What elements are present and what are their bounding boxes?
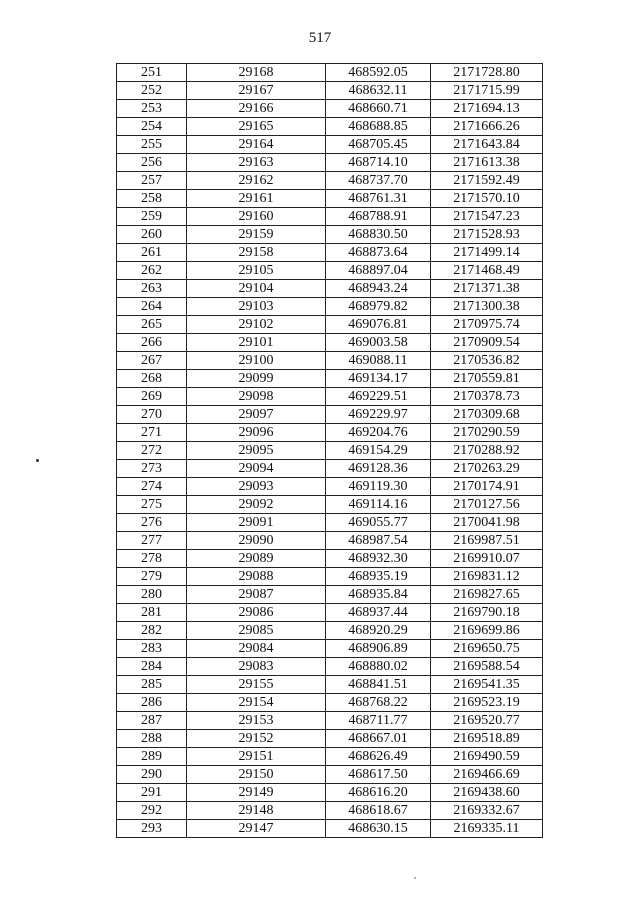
y-coordinate-cell: 2171715.99: [431, 82, 543, 100]
x-coordinate-cell: 469204.76: [326, 424, 431, 442]
point-number-cell: 261: [117, 244, 187, 262]
y-coordinate-cell: 2169332.67: [431, 802, 543, 820]
y-coordinate-cell: 2171547.23: [431, 208, 543, 226]
x-coordinate-cell: 469088.11: [326, 352, 431, 370]
point-number-cell: 267: [117, 352, 187, 370]
table-row: [117, 82, 543, 100]
y-coordinate-cell: 2169520.77: [431, 712, 543, 730]
point-id-cell: 29102: [187, 316, 326, 334]
point-number-cell: 287: [117, 712, 187, 730]
point-id-cell: 29090: [187, 532, 326, 550]
point-number-cell: 282: [117, 622, 187, 640]
point-number-cell: 271: [117, 424, 187, 442]
point-id-cell: 29163: [187, 154, 326, 172]
x-coordinate-cell: 468737.70: [326, 172, 431, 190]
point-id-cell: 29160: [187, 208, 326, 226]
point-number-cell: 266: [117, 334, 187, 352]
point-number-cell: 288: [117, 730, 187, 748]
point-id-cell: 29161: [187, 190, 326, 208]
x-coordinate-cell: 469128.36: [326, 460, 431, 478]
y-coordinate-cell: 2171528.93: [431, 226, 543, 244]
point-number-cell: 286: [117, 694, 187, 712]
table-row: [117, 226, 543, 244]
x-coordinate-cell: 468937.44: [326, 604, 431, 622]
point-id-cell: 29093: [187, 478, 326, 496]
table-row: [117, 244, 543, 262]
point-number-cell: 290: [117, 766, 187, 784]
table-row: [117, 316, 543, 334]
point-id-cell: 29164: [187, 136, 326, 154]
table-row: [117, 532, 543, 550]
y-coordinate-cell: 2171499.14: [431, 244, 543, 262]
table-row: [117, 298, 543, 316]
x-coordinate-cell: 468979.82: [326, 298, 431, 316]
x-coordinate-cell: 469229.97: [326, 406, 431, 424]
point-id-cell: 29148: [187, 802, 326, 820]
table-row: [117, 676, 543, 694]
y-coordinate-cell: 2169831.12: [431, 568, 543, 586]
point-number-cell: 293: [117, 820, 187, 838]
point-id-cell: 29147: [187, 820, 326, 838]
x-coordinate-cell: 469076.81: [326, 316, 431, 334]
x-coordinate-cell: 468830.50: [326, 226, 431, 244]
point-id-cell: 29085: [187, 622, 326, 640]
point-number-cell: 276: [117, 514, 187, 532]
x-coordinate-cell: 468906.89: [326, 640, 431, 658]
table-row: [117, 622, 543, 640]
point-id-cell: 29101: [187, 334, 326, 352]
y-coordinate-cell: 2170174.91: [431, 478, 543, 496]
x-coordinate-cell: 468705.45: [326, 136, 431, 154]
point-id-cell: 29152: [187, 730, 326, 748]
table-row: [117, 262, 543, 280]
point-id-cell: 29086: [187, 604, 326, 622]
point-number-cell: 256: [117, 154, 187, 172]
x-coordinate-cell: 469134.17: [326, 370, 431, 388]
table-row: [117, 190, 543, 208]
point-id-cell: 29159: [187, 226, 326, 244]
y-coordinate-cell: 2169438.60: [431, 784, 543, 802]
table-row: [117, 370, 543, 388]
x-coordinate-cell: 468841.51: [326, 676, 431, 694]
point-id-cell: 29083: [187, 658, 326, 676]
x-coordinate-cell: 469003.58: [326, 334, 431, 352]
point-id-cell: 29091: [187, 514, 326, 532]
table-row: [117, 442, 543, 460]
point-number-cell: 269: [117, 388, 187, 406]
point-number-cell: 289: [117, 748, 187, 766]
x-coordinate-cell: 468932.30: [326, 550, 431, 568]
y-coordinate-cell: 2171694.13: [431, 100, 543, 118]
x-coordinate-cell: 469119.30: [326, 478, 431, 496]
x-coordinate-cell: 468711.77: [326, 712, 431, 730]
y-coordinate-cell: 2169910.07: [431, 550, 543, 568]
stray-mark: [414, 877, 416, 879]
x-coordinate-cell: 468660.71: [326, 100, 431, 118]
table-row: [117, 136, 543, 154]
x-coordinate-cell: 468788.91: [326, 208, 431, 226]
point-number-cell: 264: [117, 298, 187, 316]
table-row: [117, 334, 543, 352]
table-row: [117, 478, 543, 496]
point-number-cell: 258: [117, 190, 187, 208]
y-coordinate-cell: 2171570.10: [431, 190, 543, 208]
table-row: [117, 820, 543, 838]
point-number-cell: 260: [117, 226, 187, 244]
point-id-cell: 29095: [187, 442, 326, 460]
point-number-cell: 255: [117, 136, 187, 154]
point-id-cell: 29104: [187, 280, 326, 298]
point-id-cell: 29099: [187, 370, 326, 388]
point-id-cell: 29084: [187, 640, 326, 658]
point-id-cell: 29089: [187, 550, 326, 568]
point-id-cell: 29155: [187, 676, 326, 694]
table-row: [117, 766, 543, 784]
point-number-cell: 274: [117, 478, 187, 496]
point-number-cell: 254: [117, 118, 187, 136]
x-coordinate-cell: 468935.84: [326, 586, 431, 604]
point-number-cell: 257: [117, 172, 187, 190]
y-coordinate-cell: 2169523.19: [431, 694, 543, 712]
table-row: [117, 172, 543, 190]
y-coordinate-cell: 2171666.26: [431, 118, 543, 136]
table-row: [117, 568, 543, 586]
y-coordinate-cell: 2171643.84: [431, 136, 543, 154]
point-id-cell: 29158: [187, 244, 326, 262]
point-number-cell: 270: [117, 406, 187, 424]
point-id-cell: 29096: [187, 424, 326, 442]
x-coordinate-cell: 469114.16: [326, 496, 431, 514]
point-id-cell: 29165: [187, 118, 326, 136]
point-id-cell: 29151: [187, 748, 326, 766]
point-id-cell: 29098: [187, 388, 326, 406]
point-number-cell: 262: [117, 262, 187, 280]
y-coordinate-cell: 2170041.98: [431, 514, 543, 532]
table-row: [117, 154, 543, 172]
x-coordinate-cell: 468630.15: [326, 820, 431, 838]
y-coordinate-cell: 2171468.49: [431, 262, 543, 280]
table-row: [117, 100, 543, 118]
table-row: [117, 406, 543, 424]
y-coordinate-cell: 2169490.59: [431, 748, 543, 766]
point-id-cell: 29092: [187, 496, 326, 514]
point-id-cell: 29167: [187, 82, 326, 100]
x-coordinate-cell: 469055.77: [326, 514, 431, 532]
x-coordinate-cell: 468943.24: [326, 280, 431, 298]
y-coordinate-cell: 2170536.82: [431, 352, 543, 370]
point-id-cell: 29103: [187, 298, 326, 316]
y-coordinate-cell: 2170378.73: [431, 388, 543, 406]
point-number-cell: 279: [117, 568, 187, 586]
point-id-cell: 29162: [187, 172, 326, 190]
y-coordinate-cell: 2170309.68: [431, 406, 543, 424]
table-row: [117, 280, 543, 298]
point-number-cell: 259: [117, 208, 187, 226]
table-row: [117, 694, 543, 712]
y-coordinate-cell: 2169987.51: [431, 532, 543, 550]
table-row: [117, 730, 543, 748]
table-row: [117, 784, 543, 802]
point-id-cell: 29097: [187, 406, 326, 424]
y-coordinate-cell: 2171371.38: [431, 280, 543, 298]
x-coordinate-cell: 468714.10: [326, 154, 431, 172]
point-number-cell: 285: [117, 676, 187, 694]
point-id-cell: 29100: [187, 352, 326, 370]
point-number-cell: 273: [117, 460, 187, 478]
x-coordinate-cell: 468688.85: [326, 118, 431, 136]
x-coordinate-cell: 468632.11: [326, 82, 431, 100]
point-id-cell: 29149: [187, 784, 326, 802]
x-coordinate-cell: 468920.29: [326, 622, 431, 640]
point-id-cell: 29153: [187, 712, 326, 730]
table-row: [117, 550, 543, 568]
x-coordinate-cell: 469154.29: [326, 442, 431, 460]
point-number-cell: 284: [117, 658, 187, 676]
point-number-cell: 265: [117, 316, 187, 334]
coordinate-table: [116, 63, 543, 838]
y-coordinate-cell: 2169466.69: [431, 766, 543, 784]
table-row: [117, 424, 543, 442]
y-coordinate-cell: 2169699.86: [431, 622, 543, 640]
x-coordinate-cell: 468761.31: [326, 190, 431, 208]
point-id-cell: 29154: [187, 694, 326, 712]
point-number-cell: 263: [117, 280, 187, 298]
x-coordinate-cell: 468618.67: [326, 802, 431, 820]
x-coordinate-cell: 468592.05: [326, 64, 431, 82]
table-row: [117, 496, 543, 514]
x-coordinate-cell: 468768.22: [326, 694, 431, 712]
point-number-cell: 253: [117, 100, 187, 118]
y-coordinate-cell: 2170288.92: [431, 442, 543, 460]
y-coordinate-cell: 2170909.54: [431, 334, 543, 352]
table-row: [117, 64, 543, 82]
x-coordinate-cell: 468987.54: [326, 532, 431, 550]
point-number-cell: 278: [117, 550, 187, 568]
y-coordinate-cell: 2171613.38: [431, 154, 543, 172]
x-coordinate-cell: 468935.19: [326, 568, 431, 586]
y-coordinate-cell: 2170975.74: [431, 316, 543, 334]
stray-mark: [36, 459, 39, 462]
point-number-cell: 292: [117, 802, 187, 820]
table-row: [117, 352, 543, 370]
y-coordinate-cell: 2169335.11: [431, 820, 543, 838]
y-coordinate-cell: 2171300.38: [431, 298, 543, 316]
y-coordinate-cell: 2170127.56: [431, 496, 543, 514]
table-row: [117, 748, 543, 766]
y-coordinate-cell: 2169588.54: [431, 658, 543, 676]
table-row: [117, 388, 543, 406]
table-row: [117, 712, 543, 730]
page-number: 517: [308, 30, 332, 46]
point-id-cell: 29150: [187, 766, 326, 784]
table-row: [117, 658, 543, 676]
point-number-cell: 280: [117, 586, 187, 604]
x-coordinate-cell: 468873.64: [326, 244, 431, 262]
x-coordinate-cell: 468897.04: [326, 262, 431, 280]
point-number-cell: 291: [117, 784, 187, 802]
x-coordinate-cell: 468617.50: [326, 766, 431, 784]
table-row: [117, 604, 543, 622]
table-row: [117, 460, 543, 478]
y-coordinate-cell: 2169790.18: [431, 604, 543, 622]
x-coordinate-cell: 468626.49: [326, 748, 431, 766]
point-id-cell: 29094: [187, 460, 326, 478]
x-coordinate-cell: 468880.02: [326, 658, 431, 676]
table-row: [117, 586, 543, 604]
x-coordinate-cell: 468667.01: [326, 730, 431, 748]
x-coordinate-cell: 469229.51: [326, 388, 431, 406]
point-id-cell: 29166: [187, 100, 326, 118]
table-row: [117, 118, 543, 136]
point-id-cell: 29105: [187, 262, 326, 280]
point-number-cell: 275: [117, 496, 187, 514]
table-row: [117, 640, 543, 658]
y-coordinate-cell: 2169827.65: [431, 586, 543, 604]
y-coordinate-cell: 2169518.89: [431, 730, 543, 748]
y-coordinate-cell: 2171728.80: [431, 64, 543, 82]
table-body: [117, 64, 543, 838]
point-number-cell: 281: [117, 604, 187, 622]
x-coordinate-cell: 468616.20: [326, 784, 431, 802]
y-coordinate-cell: 2170290.59: [431, 424, 543, 442]
y-coordinate-cell: 2170263.29: [431, 460, 543, 478]
table-row: [117, 208, 543, 226]
point-id-cell: 29087: [187, 586, 326, 604]
point-number-cell: 251: [117, 64, 187, 82]
y-coordinate-cell: 2170559.81: [431, 370, 543, 388]
point-number-cell: 268: [117, 370, 187, 388]
point-id-cell: 29088: [187, 568, 326, 586]
y-coordinate-cell: 2169650.75: [431, 640, 543, 658]
y-coordinate-cell: 2171592.49: [431, 172, 543, 190]
point-number-cell: 283: [117, 640, 187, 658]
y-coordinate-cell: 2169541.35: [431, 676, 543, 694]
point-number-cell: 252: [117, 82, 187, 100]
point-id-cell: 29168: [187, 64, 326, 82]
table-row: [117, 514, 543, 532]
point-number-cell: 277: [117, 532, 187, 550]
table-row: [117, 802, 543, 820]
point-number-cell: 272: [117, 442, 187, 460]
